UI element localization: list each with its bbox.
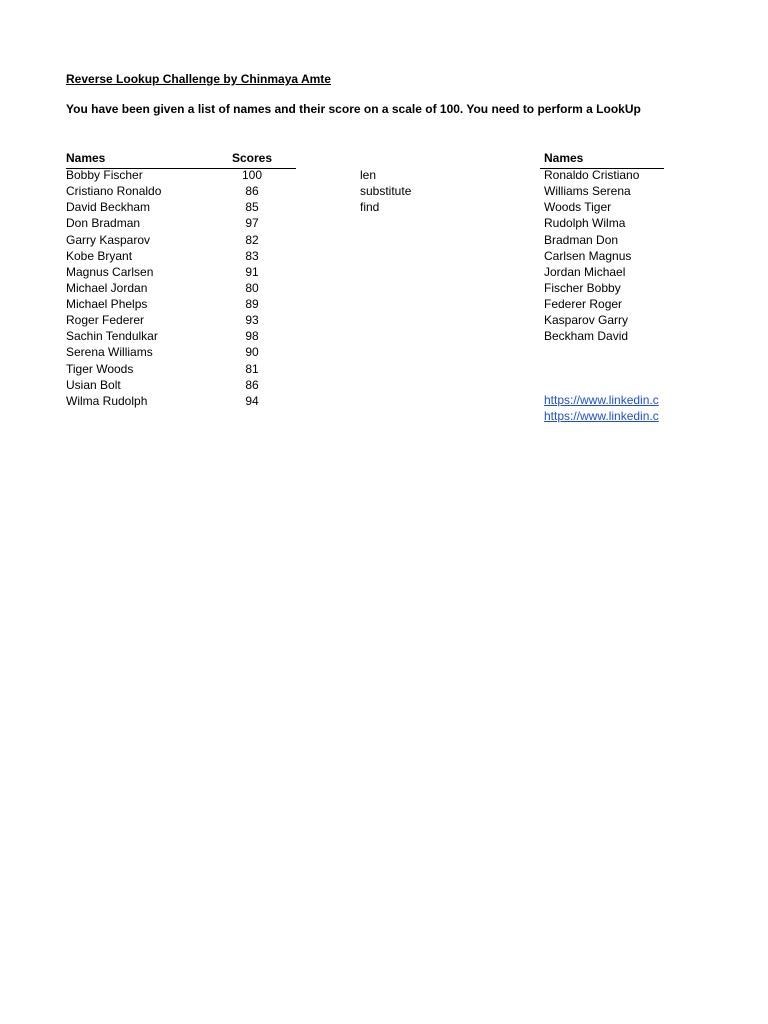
score-cell[interactable]: 100 — [241, 168, 263, 182]
score-cell[interactable]: 86 — [245, 377, 259, 392]
name-cell[interactable]: Kobe Bryant — [66, 248, 133, 263]
linkedin-link[interactable]: https://www.linkedin.c — [544, 393, 659, 407]
functions-list — [360, 167, 480, 215]
name-cell[interactable]: Wilma Rudolph — [66, 393, 148, 408]
function-cell[interactable]: find — [360, 200, 380, 215]
reversed-name-cell[interactable]: Carlsen Magnus — [544, 248, 632, 263]
reversed-names-list — [544, 167, 664, 344]
names-column-header: Names — [66, 151, 106, 165]
reversed-name-cell[interactable]: Jordan Michael — [544, 264, 626, 279]
reversed-name-cell[interactable]: Rudolph Wilma — [544, 216, 626, 231]
name-cell[interactable]: Tiger Woods — [66, 361, 134, 376]
instructions-text: You have been given a list of names and their score on a scale of 100. You need to perform a LookUp — [66, 102, 641, 116]
function-cell[interactable]: len — [360, 168, 377, 182]
score-cell[interactable]: 91 — [245, 264, 259, 279]
function-cell[interactable]: substitute — [360, 184, 412, 199]
reversed-name-cell[interactable]: Bradman Don — [544, 232, 619, 247]
name-cell[interactable]: Cristiano Ronaldo — [66, 184, 162, 199]
score-cell[interactable]: 93 — [245, 313, 259, 328]
name-cell[interactable]: Roger Federer — [66, 313, 145, 328]
name-cell[interactable]: Garry Kasparov — [66, 232, 151, 247]
score-cell[interactable]: 80 — [245, 280, 259, 295]
reversed-name-cell[interactable]: Kasparov Garry — [544, 313, 629, 328]
score-cell[interactable]: 98 — [245, 329, 259, 344]
reversed-name-cell[interactable]: Federer Roger — [544, 297, 623, 311]
score-cell[interactable]: 86 — [245, 184, 259, 199]
name-cell[interactable]: Michael Phelps — [66, 297, 148, 311]
score-cell[interactable]: 97 — [245, 216, 259, 231]
name-cell[interactable]: Don Bradman — [66, 216, 141, 231]
name-cell[interactable]: Michael Jordan — [66, 280, 148, 295]
name-cell[interactable]: Sachin Tendulkar — [66, 329, 158, 344]
reversed-name-cell[interactable]: Ronaldo Cristiano — [544, 168, 640, 182]
links-list — [544, 392, 664, 424]
score-cell[interactable]: 81 — [245, 361, 259, 376]
reversed-names-column-header: Names — [544, 151, 584, 165]
reversed-name-cell[interactable]: Woods Tiger — [544, 200, 612, 215]
score-cell[interactable]: 90 — [245, 345, 259, 360]
scores-list — [222, 167, 282, 409]
score-cell[interactable]: 83 — [245, 248, 259, 263]
score-cell[interactable]: 82 — [245, 232, 259, 247]
name-cell[interactable]: Magnus Carlsen — [66, 264, 154, 279]
name-cell[interactable]: Serena Williams — [66, 345, 153, 360]
page-title: Reverse Lookup Challenge by Chinmaya Amte — [66, 72, 331, 86]
scores-column-header: Scores — [232, 151, 273, 165]
score-cell[interactable]: 89 — [245, 297, 259, 311]
name-cell[interactable]: David Beckham — [66, 200, 151, 215]
reversed-name-cell[interactable]: Beckham David — [544, 329, 629, 344]
names-list — [66, 167, 226, 409]
score-cell[interactable]: 94 — [245, 393, 259, 408]
name-cell[interactable]: Bobby Fischer — [66, 168, 143, 182]
reversed-name-cell[interactable]: Fischer Bobby — [544, 280, 621, 295]
name-cell[interactable]: Usian Bolt — [66, 377, 121, 392]
linkedin-link[interactable]: https://www.linkedin.c — [544, 409, 659, 424]
reversed-name-cell[interactable]: Williams Serena — [544, 184, 631, 199]
score-cell[interactable]: 85 — [245, 200, 259, 215]
